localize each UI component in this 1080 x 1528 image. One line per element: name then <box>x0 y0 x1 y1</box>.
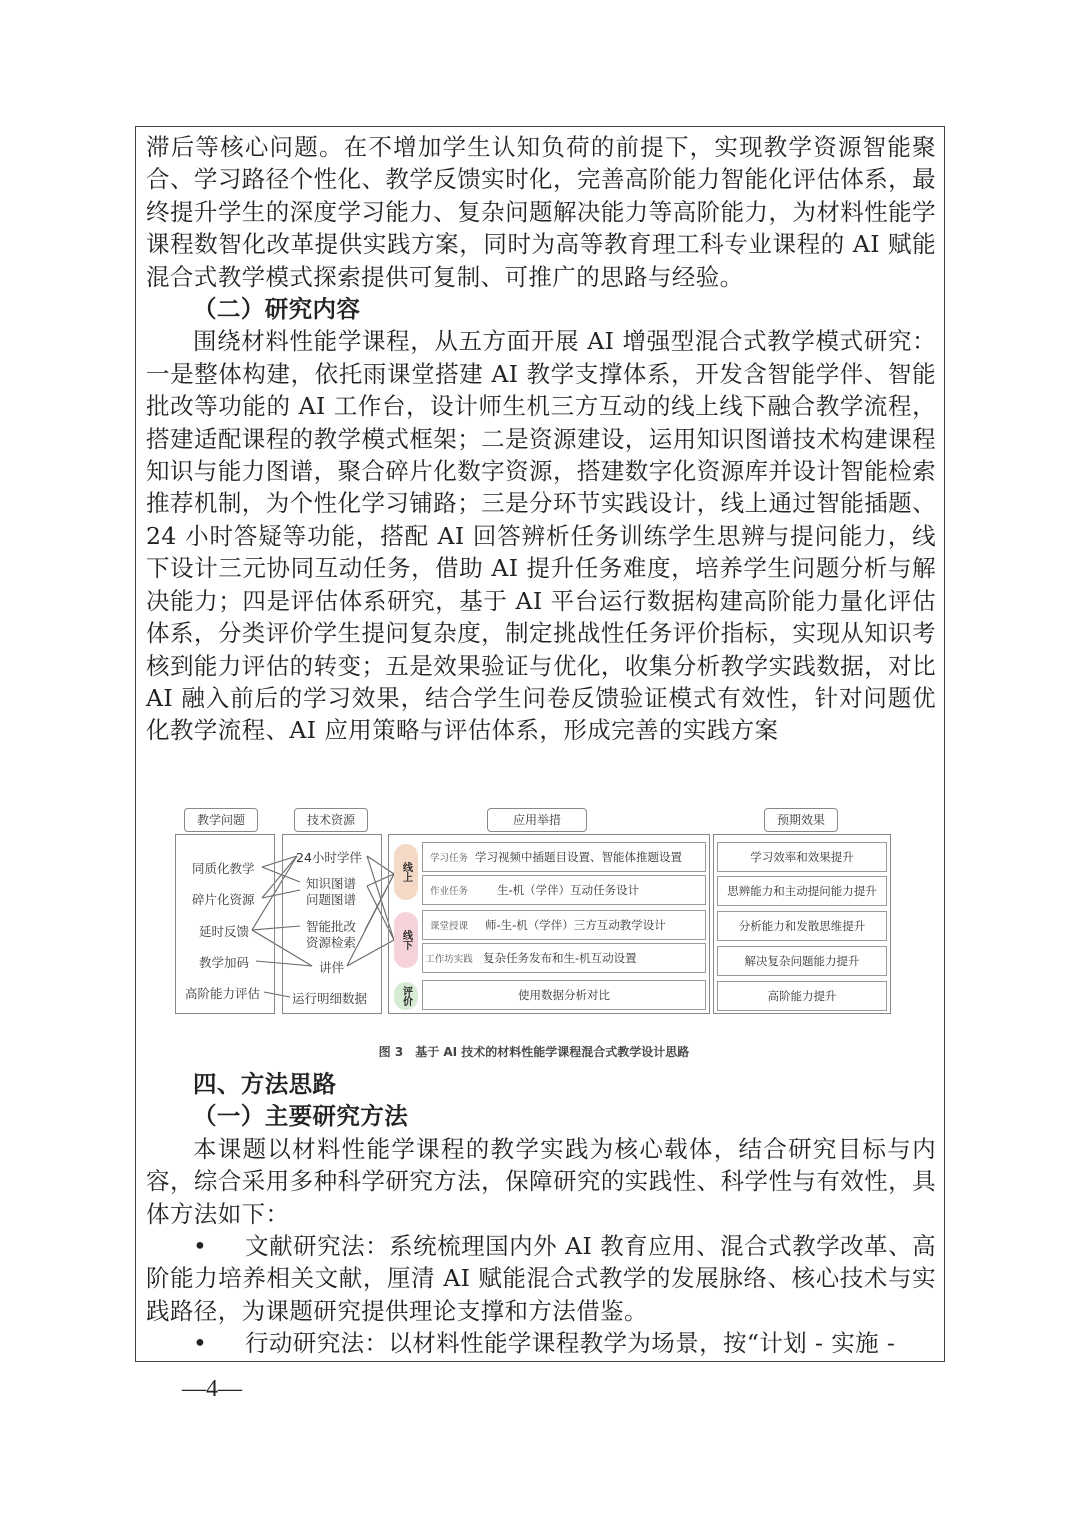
bullet-dot: • <box>193 1329 208 1358</box>
heading-research-content: （二）研究内容 <box>193 295 361 324</box>
measure-text: 使用数据分析对比 <box>518 988 610 1002</box>
measure-row <box>422 943 706 973</box>
measure-tag: 作业任务 <box>429 886 468 897</box>
effect-item: 解决复杂问题能力提升 <box>717 946 887 976</box>
problem-item: 碎片化资源 <box>192 892 255 907</box>
problem-item: 教学加码 <box>199 955 250 970</box>
header-expected-effects: 预期效果 <box>764 808 838 832</box>
header-tech-resources: 技术资源 <box>294 808 368 832</box>
resource-item: 智能批改 <box>306 919 357 934</box>
paragraph-methods-intro: 本课题以材料性能学课程的教学实践为核心载体，结合研究目标与内容，综合采用多种科学研究方法，保障研究的实践性、科学性与有效性，具体方法如下： <box>146 1134 936 1228</box>
badge-offline: 线下 <box>394 912 418 968</box>
measure-text: 师-生-机（学伴）三方互动教学设计 <box>485 918 666 932</box>
measure-text: 学习视频中插题目设置、智能体推题设置 <box>475 850 682 864</box>
effect-item: 思辨能力和主动提问能力提升 <box>717 876 887 906</box>
measure-text: 生-机（学伴）互动任务设计 <box>497 883 640 897</box>
text-block-bottom <box>146 1068 936 1360</box>
measure-row <box>422 910 706 940</box>
effect-item: 学习效率和效果提升 <box>717 842 887 872</box>
problem-item: 延时反馈 <box>199 924 250 939</box>
bullet-action-research <box>146 1327 936 1359</box>
effect-item: 分析能力和发散思维提升 <box>717 911 887 941</box>
paragraph-goals: 滞后等核心问题。在不增加学生认知负荷的前提下，实现教学资源智能聚合、学习路径个性化、教学反馈实时化，完善高阶能力智能化评估体系，最终提升学生的深度学习能力、复杂问题解决能力等高阶能力，为材料性能学课程数智化改革提供实践方案，同时为高等教育理工科专业课程的 AI 赋能混合式教学模式探索提供可复制、可推广的思路与经验。 <box>146 133 936 291</box>
resource-item: 讲伴 <box>319 960 345 975</box>
resource-item: 问题图谱 <box>306 892 357 907</box>
teaching-design-figure <box>172 800 896 1020</box>
measure-tag: 工作坊实践 <box>425 954 473 965</box>
resource-item: 资源检索 <box>306 935 357 950</box>
header-measures: 应用举措 <box>487 808 587 832</box>
measure-row <box>422 875 706 905</box>
measure-tag: 学习任务 <box>429 853 468 864</box>
effect-item: 高阶能力提升 <box>717 981 887 1011</box>
heading-methods: 四、方法思路 <box>193 1070 337 1098</box>
paragraph-research-content: 围绕材料性能学课程，从五方面开展 AI 增强型混合式教学模式研究：一是整体构建，依托雨课堂搭建 AI 教学支撑体系，开发含智能学伴、智能批改等功能的 AI 工作台，设计师生机三方互动的线上线下融合教学流程，搭建适配课程的教学模式框架；二是资源建设，运用知识图谱技术构建课程知识与能力图谱，聚合碎片化数字资源，搭建数字化资源库并设计智能检索推荐机制，为个性化学习铺路；三是分环节实践设计，线上通过智能插题、24 小时答疑等功能，搭配 AI 回答辨析任务训练学生思辨与提问能力，线下设计三元协同互动任务，借助 AI 提升任务难度，培养学生问题分析与解决能力；四是评估体系研究，基于 AI 平台运行数据构建高阶能力量化评估体系，分类评价学生提问复杂度，制定挑战性任务评价指标，实现从知识考核到能力评估的转变；五是效果验证与优化，收集分析教学实践数据，对比 AI 融入前后的学习效果，结合学生问卷反馈验证模式有效性，针对问题优化教学流程、AI 应用策略与评估体系，形成完善的实践方案 <box>146 327 936 745</box>
badge-evaluation: 评价 <box>394 982 418 1010</box>
bullet-text: 文献研究法：系统梳理国内外 AI 教育应用、混合式教学改革、高阶能力培养相关文献，厘清 AI 赋能混合式教学的发展脉络、核心技术与实践路径，为课题研究提供理论支撑和方法借鉴。 <box>146 1232 936 1325</box>
resource-item: 24小时学伴 <box>296 850 362 865</box>
problem-item: 同质化教学 <box>192 861 255 876</box>
bullet-text: 行动研究法：以材料性能学课程教学为场景，按“计划 - 实施 - <box>245 1329 896 1358</box>
measure-text: 复杂任务发布和生-机互动设置 <box>483 951 637 965</box>
heading-main-methods: （一）主要研究方法 <box>193 1102 409 1131</box>
problem-item: 高阶能力评估 <box>185 986 261 1001</box>
header-teaching-problems: 教学问题 <box>184 808 258 832</box>
measure-row <box>422 980 706 1010</box>
resource-item: 运行明细数据 <box>292 991 368 1006</box>
measure-row <box>422 842 706 872</box>
resource-item: 知识图谱 <box>306 876 357 891</box>
badge-online: 线上 <box>394 844 418 900</box>
bullet-dot: • <box>193 1232 208 1261</box>
text-block-top <box>146 131 936 747</box>
measure-tag: 课堂授课 <box>429 921 468 932</box>
page-number: —4— <box>182 1376 242 1402</box>
bullet-literature <box>146 1230 936 1327</box>
figure-caption: 图 3 基于 AI 技术的材料性能学课程混合式教学设计思路 <box>378 1045 690 1059</box>
